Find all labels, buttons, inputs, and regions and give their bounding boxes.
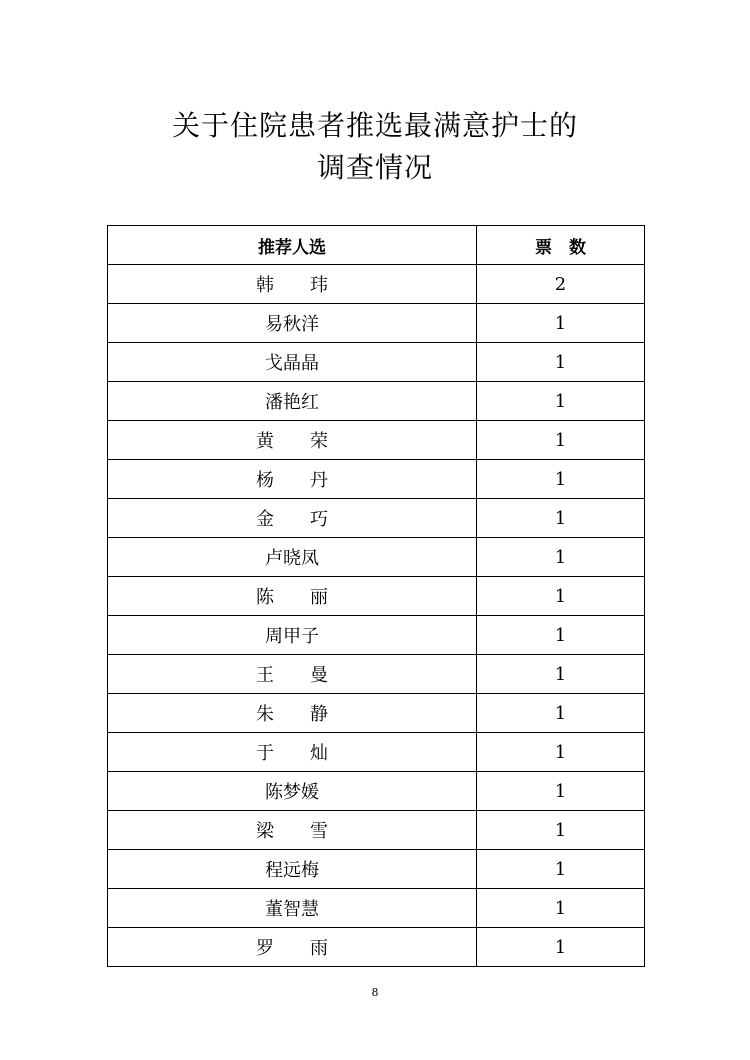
candidate-name: 戈晶晶 [108,343,477,382]
candidate-name: 金 巧 [108,499,477,538]
table-row [108,694,645,733]
document-title: 关于住院患者推选最满意护士的 [171,109,578,142]
vote-count: 1 [477,772,645,811]
vote-count: 1 [477,733,645,772]
candidate-name: 周甲子 [108,616,477,655]
vote-count: 1 [477,304,645,343]
candidate-name: 陈梦媛 [108,772,477,811]
vote-count: 1 [477,928,645,967]
candidate-name: 潘艳红 [108,382,477,421]
table-row [108,850,645,889]
candidate-name: 陈 丽 [108,577,477,616]
table-row [108,538,645,577]
vote-count: 1 [477,460,645,499]
vote-count: 1 [477,616,645,655]
vote-table [107,225,645,967]
vote-count: 1 [477,499,645,538]
table-row [108,811,645,850]
vote-count: 2 [477,265,645,304]
table-row [108,616,645,655]
candidate-name: 杨 丹 [108,460,477,499]
table-header-row [108,226,645,265]
table-row [108,499,645,538]
vote-count: 1 [477,850,645,889]
header-votes: 票 数 [477,226,645,265]
candidate-name: 易秋洋 [108,304,477,343]
vote-count: 1 [477,889,645,928]
candidate-name: 梁 雪 [108,811,477,850]
table-row [108,304,645,343]
table-row [108,343,645,382]
document-subtitle: 调查情况 [316,151,433,184]
vote-count: 1 [477,538,645,577]
table-row [108,577,645,616]
table-row [108,460,645,499]
table-row [108,928,645,967]
candidate-name: 王 曼 [108,655,477,694]
candidate-name: 卢晓凤 [108,538,477,577]
candidate-name: 韩 玮 [108,265,477,304]
table-row [108,733,645,772]
vote-count: 1 [477,655,645,694]
vote-count: 1 [477,421,645,460]
vote-count: 1 [477,694,645,733]
vote-count: 1 [477,382,645,421]
table-row [108,889,645,928]
candidate-name: 董智慧 [108,889,477,928]
vote-count: 1 [477,343,645,382]
candidate-name: 黄 荣 [108,421,477,460]
table-row [108,382,645,421]
table-row [108,265,645,304]
vote-count: 1 [477,577,645,616]
vote-count: 1 [477,811,645,850]
table-row [108,772,645,811]
candidate-name: 于 灿 [108,733,477,772]
candidate-name: 朱 静 [108,694,477,733]
header-candidate: 推荐人选 [108,226,477,265]
table-row [108,421,645,460]
candidate-name: 程远梅 [108,850,477,889]
table-row [108,655,645,694]
page-number: 8 [371,986,379,999]
candidate-name: 罗 雨 [108,928,477,967]
